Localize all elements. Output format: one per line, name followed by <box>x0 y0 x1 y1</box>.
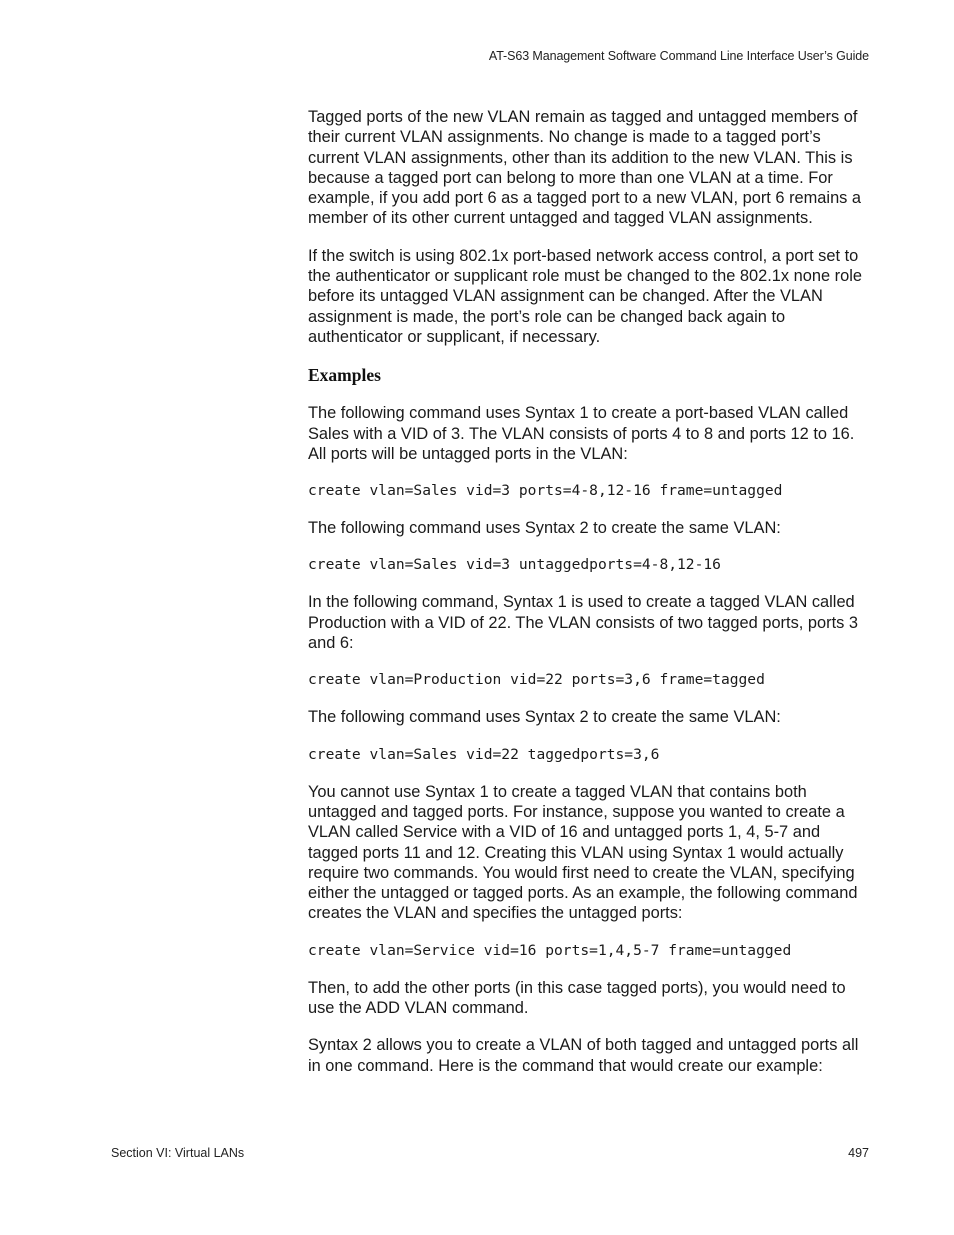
examples-heading: Examples <box>308 365 381 386</box>
running-header-title: AT-S63 Management Software Command Line Interface User’s Guide <box>488 49 869 63</box>
code-example-4: create vlan=Sales vid=22 taggedports=3,6 <box>308 745 660 763</box>
main-content <box>308 107 870 1093</box>
code-example-3: create vlan=Production vid=22 ports=3,6 frame=tagged <box>308 671 765 689</box>
code-example-5: create vlan=Service vid=16 ports=1,4,5-7 frame=untagged <box>308 941 792 959</box>
paragraph-syntax2: Syntax 2 allows you to create a VLAN of both tagged and untagged ports all in one command. Here is the command that would create our example: <box>308 1036 859 1075</box>
paragraph-example-3: In the following command, Syntax 1 is used to create a tagged VLAN called Production with a VID of 22. The VLAN consists of two tagged ports, ports 3 and 6: <box>308 593 858 653</box>
paragraph-syntax1-limitation: You cannot use Syntax 1 to create a tagged VLAN that contains both untagged and tagged ports. For instance, suppose you wanted to create a VLAN called Service with a VID of 16 and untagged ports 1, 4, 5-7 and tagged ports 11 and 12. Creating this VLAN using Syntax 1 would actually require two commands. You would first need to create the VLAN, specifying either the untagged or tagged ports. As an example, the following command creates the VLAN and specifies the untagged ports: <box>308 782 858 923</box>
paragraph-add-vlan: Then, to add the other ports (in this case tagged ports), you would need to use the ADD VLAN command. <box>308 978 846 1018</box>
footer-section: Section VI: Virtual LANs <box>111 1146 245 1160</box>
footer-page-number: 497 <box>848 1146 869 1160</box>
paragraph-example-4: The following command uses Syntax 2 to create the same VLAN: <box>308 708 781 727</box>
paragraph-tagged-ports: Tagged ports of the new VLAN remain as tagged and untagged members of their current VLAN assignments. No change is made to a tagged port’s current VLAN assignments, other than its addition to the new VLAN. This is because a tagged port can belong to more than one VLAN at a time. For example, if you add port 6 as a tagged port to a new VLAN, port 6 remains a member of its other current untagged and tagged VLAN assignments. <box>308 108 862 228</box>
paragraph-8021x: If the switch is using 802.1x port-based network access control, a port set to the authenticator or supplicant role must be changed to the 802.1x none role before its untagged VLAN assignment can be changed. After the VLAN assignment is made, the port’s role can be changed back again to authenticator or supplicant, if necessary. <box>308 246 863 346</box>
paragraph-example-1: The following command uses Syntax 1 to create a port-based VLAN called Sales with a VID of 3. The VLAN consists of ports 4 to 8 and ports 12 to 16. All ports will be untagged ports in the VLAN: <box>308 404 855 463</box>
code-example-1: create vlan=Sales vid=3 ports=4-8,12-16 frame=untagged <box>308 482 783 500</box>
paragraph-example-2: The following command uses Syntax 2 to create the same VLAN: <box>308 519 781 538</box>
code-example-2: create vlan=Sales vid=3 untaggedports=4-8,12-16 <box>308 556 721 574</box>
